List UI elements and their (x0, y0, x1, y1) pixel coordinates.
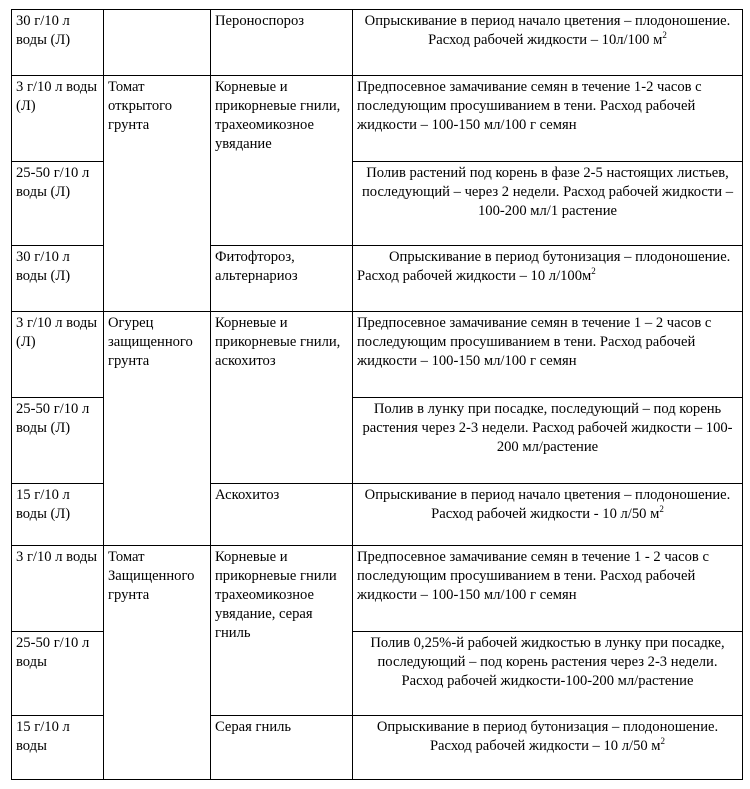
dose-cell: 25-50 г/10 л воды (12, 632, 104, 716)
dose-cell: 3 г/10 л воды (12, 546, 104, 632)
disease-cell: Серая гниль (211, 716, 353, 780)
disease-cell: Пероноспороз (211, 10, 353, 76)
method-cell: Опрыскивание в период начало цветения – плодоношение. Расход рабочей жидкости - 10 л/50 $м^2$ (353, 484, 743, 546)
method-cell: Предпосевное замачивание семян в течение 1 – 2 часов с последующим просушиванием в тени. Расход рабочей жидкости – 100-150 мл/100 г семян (353, 312, 743, 398)
disease-cell: Корневые и прикорневые гнили, трахеомикозное увядание (211, 76, 353, 246)
dose-cell: 25-50 г/10 л воды (Л) (12, 162, 104, 246)
method-cell: Опрыскивание в период бутонизация – плодоношение. Расход рабочей жидкости – 10 л/50 $м^2$ (353, 716, 743, 780)
method-cell: Опрыскивание в период начало цветения – плодоношение. Расход рабочей жидкости – 10л/100 $м^2$ (353, 10, 743, 76)
table-row (12, 10, 743, 76)
method-cell: Полив растений под корень в фазе 2-5 настоящих листьев, последующий – через 2 недели. Расход рабочей жидкости – 100-200 мл/1 растение (353, 162, 743, 246)
crop-cell: Огурец защищенного грунта (104, 312, 211, 546)
table-row (12, 312, 743, 398)
disease-cell: Корневые и прикорневые гнили трахеомикозное увядание, серая гниль (211, 546, 353, 716)
method-cell: Опрыскивание в период бутонизация – плодоношение. Расход рабочей жидкости – 10 $л/100м^2$ (353, 246, 743, 312)
dose-cell: 15 г/10 л воды (Л) (12, 484, 104, 546)
dose-cell: 25-50 г/10 л воды (Л) (12, 398, 104, 484)
dose-cell: 3 г/10 л воды (Л) (12, 76, 104, 162)
dose-cell: 30 г/10 л воды (Л) (12, 10, 104, 76)
method-cell: Полив 0,25%-й рабочей жидкостью в лунку при посадке, последующий – под корень растения через 2-3 недели. Расход рабочей жидкости-100-200 мл/растение (353, 632, 743, 716)
disease-cell: Фитофтороз, альтернариоз (211, 246, 353, 312)
method-cell: Предпосевное замачивание семян в течение 1 - 2 часов с последующим просушиванием в тени. Расход рабочей жидкости – 100-150 мл/100 г семян (353, 546, 743, 632)
method-cell: Предпосевное замачивание семян в течение 1-2 часов с последующим просушиванием в тени. Расход рабочей жидкости – 100-150 мл/100 г семян (353, 76, 743, 162)
disease-cell: Корневые и прикорневые гнили, аскохитоз (211, 312, 353, 484)
dose-cell: 15 г/10 л воды (12, 716, 104, 780)
dose-cell: 30 г/10 л воды (Л) (12, 246, 104, 312)
table-row (12, 546, 743, 632)
crop-cell: Томат Защищенного грунта (104, 546, 211, 780)
crop-cell (104, 10, 211, 76)
method-cell: Полив в лунку при посадке, последующий – под корень растения через 2-3 недели. Расход рабочей жидкости – 100-200 мл/растение (353, 398, 743, 484)
treatment-table (11, 9, 743, 780)
dose-cell: 3 г/10 л воды (Л) (12, 312, 104, 398)
table-row (12, 76, 743, 162)
disease-cell: Аскохитоз (211, 484, 353, 546)
crop-cell: Томат открытого грунта (104, 76, 211, 312)
